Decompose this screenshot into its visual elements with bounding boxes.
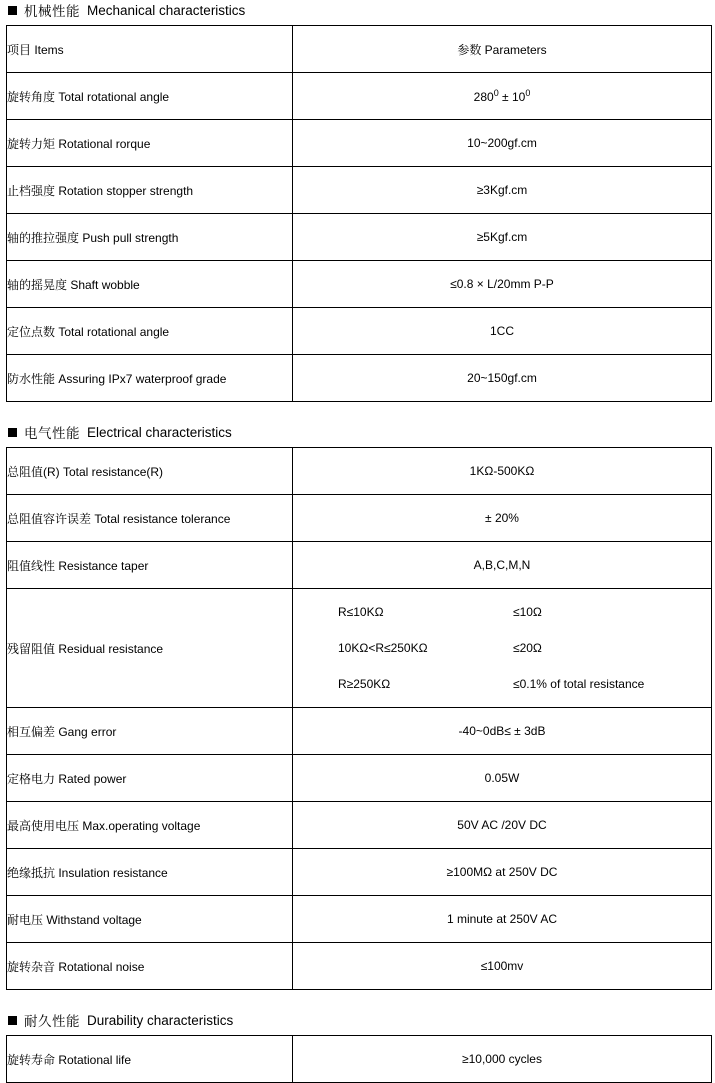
section-spacer (4, 996, 711, 1010)
residual-row (293, 594, 711, 630)
row-value: 1KΩ-500KΩ (293, 448, 712, 495)
table-row (7, 355, 712, 402)
section-title (4, 1010, 711, 1035)
table-row (7, 495, 712, 542)
row-value: -40~0dB≤ ± 3dB (293, 708, 712, 755)
row-label: 定格电力 Rated power (7, 755, 293, 802)
table-row (7, 214, 712, 261)
row-value (293, 73, 712, 120)
row-value-residual (293, 589, 712, 708)
square-bullet-icon (8, 1016, 17, 1025)
row-label: 轴的推拉强度 Push pull strength (7, 214, 293, 261)
row-value: 20~150gf.cm (293, 355, 712, 402)
column-header-items: 项目 Items (7, 26, 293, 73)
table-row (7, 896, 712, 943)
table-row (7, 120, 712, 167)
row-label: 旋转寿命 Rotational life (7, 1036, 293, 1083)
residual-condition: R≥250KΩ (338, 677, 391, 691)
residual-grid (293, 593, 711, 703)
row-value: ≥5Kgf.cm (293, 214, 712, 261)
section-title-en: Durability characteristics (87, 1012, 234, 1028)
residual-row (293, 630, 711, 666)
row-label: 止档强度 Rotation stopper strength (7, 167, 293, 214)
residual-condition: 10KΩ<R≤250KΩ (338, 641, 428, 655)
table-row (7, 802, 712, 849)
sections-container (4, 0, 711, 1083)
row-label: 旋转角度 Total rotational angle (7, 73, 293, 120)
table-row (7, 308, 712, 355)
section-title (4, 0, 711, 25)
section-title-cn: 机械性能 (24, 4, 80, 19)
angle-tolerance-degree-sign: 0 (525, 88, 531, 98)
row-value: 1 minute at 250V AC (293, 896, 712, 943)
square-bullet-icon (8, 428, 17, 437)
spec-table (6, 1035, 712, 1083)
section-title (4, 422, 711, 447)
spec-section (4, 1010, 711, 1083)
table-row (7, 708, 712, 755)
row-value: 10~200gf.cm (293, 120, 712, 167)
residual-row (293, 666, 711, 702)
table-row (7, 1036, 712, 1083)
angle-tolerance: ± 10 (498, 90, 526, 104)
row-label: 总阻值(R) Total resistance(R) (7, 448, 293, 495)
table-row (7, 167, 712, 214)
table-row (7, 448, 712, 495)
spec-table (6, 25, 712, 402)
table-header-row (7, 26, 712, 73)
row-label: 相互偏差 Gang error (7, 708, 293, 755)
row-label: 残留阻值 Residual resistance (7, 589, 293, 708)
row-label: 耐电压 Withstand voltage (7, 896, 293, 943)
row-value: A,B,C,M,N (293, 542, 712, 589)
row-value: 1CC (293, 308, 712, 355)
residual-value: ≤10Ω (513, 605, 542, 619)
residual-value: ≤20Ω (513, 641, 542, 655)
row-value: 0.05W (293, 755, 712, 802)
square-bullet-icon (8, 6, 17, 15)
row-label: 阻值线性 Resistance taper (7, 542, 293, 589)
row-value: ≤0.8 × L/20mm P-P (293, 261, 712, 308)
table-row (7, 589, 712, 708)
row-value: 50V AC /20V DC (293, 802, 712, 849)
row-label: 旋转力矩 Rotational rorque (7, 120, 293, 167)
spec-table (6, 447, 712, 990)
row-label: 绝缘抵抗 Insulation resistance (7, 849, 293, 896)
row-value: ≥100MΩ at 250V DC (293, 849, 712, 896)
section-spacer (4, 408, 711, 422)
section-title-en: Electrical characteristics (87, 424, 232, 440)
row-value: ≤100mv (293, 943, 712, 990)
row-label: 轴的摇晃度 Shaft wobble (7, 261, 293, 308)
table-row (7, 755, 712, 802)
table-row (7, 849, 712, 896)
angle-degree-sign: 0 (493, 88, 499, 98)
row-label: 防水性能 Assuring IPx7 waterproof grade (7, 355, 293, 402)
row-value: ≥3Kgf.cm (293, 167, 712, 214)
row-label: 旋转杂音 Rotational noise (7, 943, 293, 990)
residual-value: ≤0.1% of total resistance (513, 677, 645, 691)
row-label: 总阻值容许误差 Total resistance tolerance (7, 495, 293, 542)
row-label: 最高使用电压 Max.operating voltage (7, 802, 293, 849)
table-row (7, 73, 712, 120)
column-header-parameters: 参数 Parameters (293, 26, 712, 73)
angle-value: 280 (473, 90, 494, 104)
section-title-cn: 电气性能 (24, 426, 80, 441)
row-value: ≥10,000 cycles (293, 1036, 712, 1083)
section-title-en: Mechanical characteristics (87, 2, 246, 18)
row-value: ± 20% (293, 495, 712, 542)
spec-section (4, 422, 711, 990)
residual-condition: R≤10KΩ (338, 605, 384, 619)
row-label: 定位点数 Total rotational angle (7, 308, 293, 355)
section-title-cn: 耐久性能 (24, 1014, 80, 1029)
table-row (7, 261, 712, 308)
spec-section (4, 0, 711, 402)
table-row (7, 943, 712, 990)
table-row (7, 542, 712, 589)
